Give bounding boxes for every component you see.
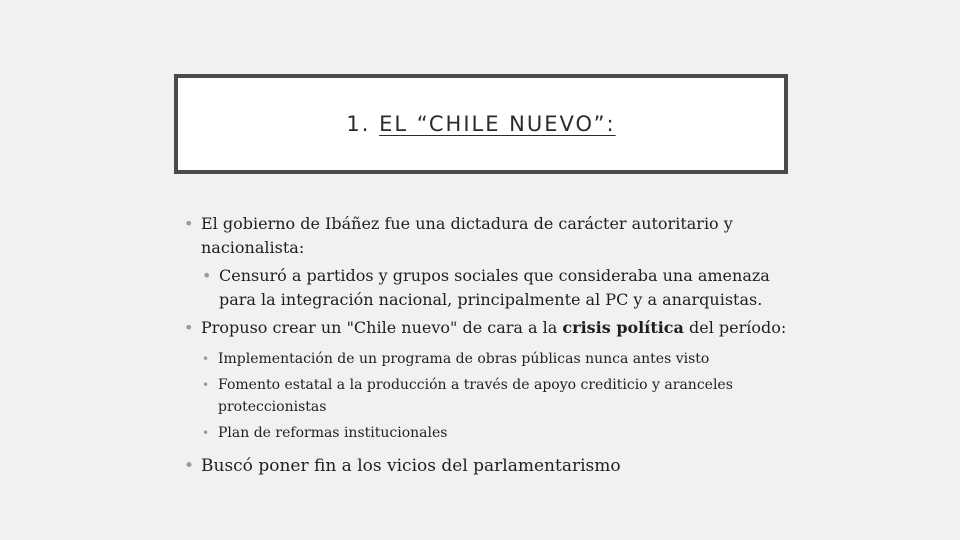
bullet-icon: • <box>202 266 212 285</box>
bullet-text: Buscó poner fin a los vicios del parlamentarismo <box>201 456 621 476</box>
bullet-text: Plan de reformas institucionales <box>218 425 448 441</box>
list-item <box>182 212 802 260</box>
bullet-icon: • <box>184 456 195 476</box>
list-item <box>200 422 802 444</box>
bullet-text: Implementación de un programa de obras públicas nunca antes visto <box>218 351 710 367</box>
list-item <box>200 374 802 418</box>
bullet-icon: • <box>184 214 194 233</box>
bullet-text-bold: crisis política <box>562 318 684 337</box>
slide-title <box>346 112 615 136</box>
bullet-text-before: Propuso crear un "Chile nuevo" de cara a la <box>201 318 563 337</box>
bullet-text: El gobierno de Ibáñez fue una dictadura de carácter autoritario y nacionalista: <box>201 214 733 257</box>
bullet-text: Fomento estatal a la producción a través de apoyo crediticio y aranceles proteccionistas <box>218 377 733 415</box>
bullet-icon: • <box>202 378 210 392</box>
bullet-text: Censuró a partidos y grupos sociales que consideraba una amenaza para la integración nacional, principalmente al PC y a anarquistas. <box>219 266 770 309</box>
bullet-text-after: del período: <box>683 318 787 337</box>
list-item <box>182 316 802 340</box>
title-text: EL “CHILE NUEVO”: <box>379 112 616 136</box>
list-item <box>200 348 802 370</box>
bullet-list <box>182 212 802 478</box>
bullet-icon: • <box>202 426 210 440</box>
bullet-icon: • <box>202 352 210 366</box>
slide-title-box <box>174 74 788 174</box>
list-item <box>182 454 802 478</box>
list-item <box>200 264 802 312</box>
title-number: 1. <box>346 112 371 136</box>
bullet-icon: • <box>184 318 194 337</box>
